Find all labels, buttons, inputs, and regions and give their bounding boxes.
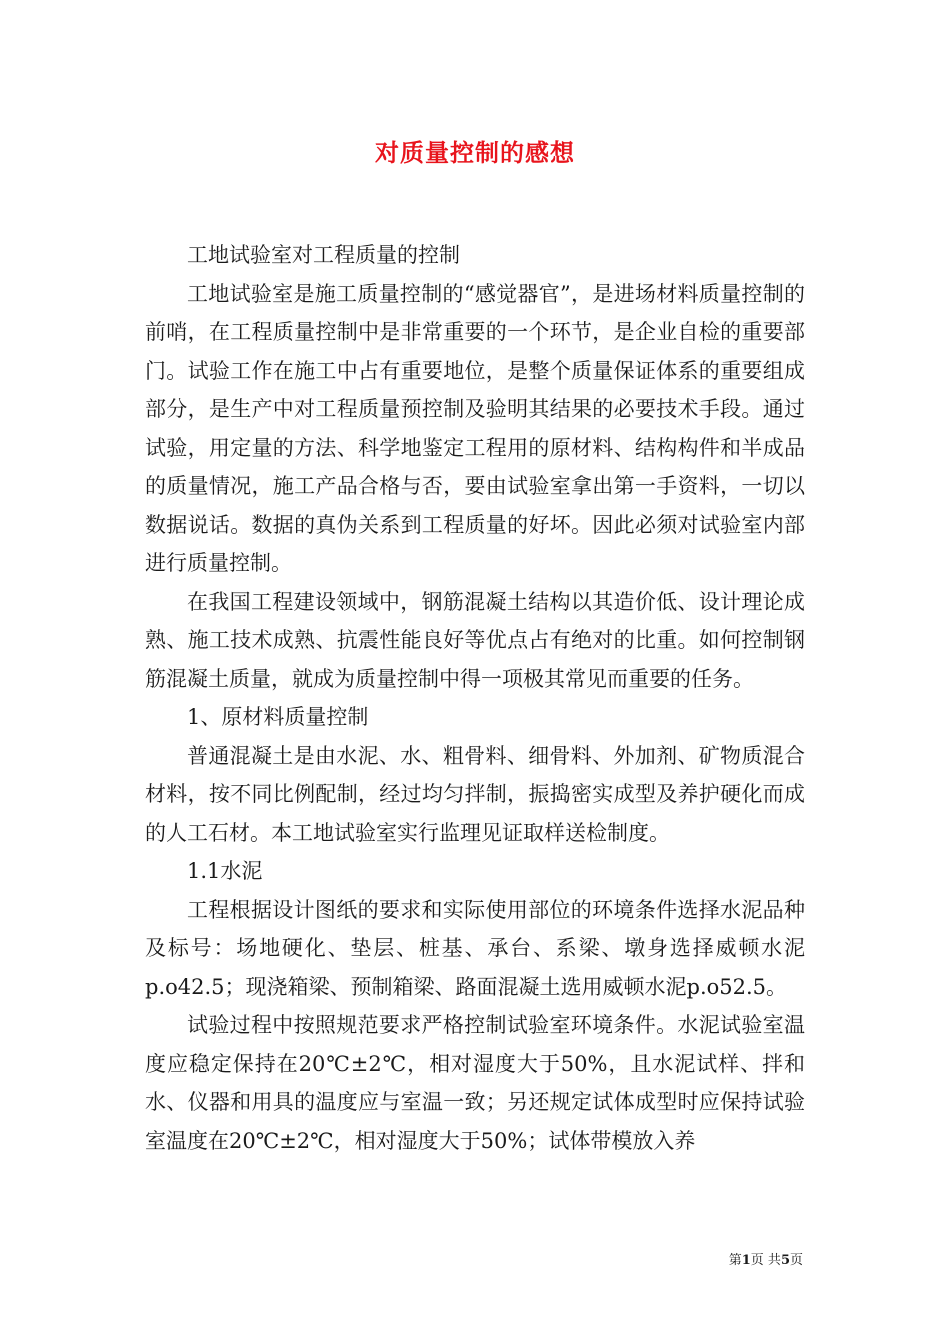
paragraph-lab-role: 工地试验室是施工质量控制的“感觉器官”，是进场材料质量控制的前哨，在工程质量控制中是非常重要的一个环节，是企业自检的重要部门。试验工作在施工中占有重要地位，是整个质量保证体系的重要组成部分，是生产中对工程质量预控制及验明其结果的必要技术手段。通过试验，用定量的方法、科学地鉴定工程用的原材料、结构构件和半成品的质量情况，施工产品合格与否，要由试验室拿出第一手资料，一切以数据说话。数据的真伪关系到工程质量的好坏。因此必须对试验室内部进行质量控制。 — [145, 281, 805, 575]
paragraph-cement-selection: 工程根据设计图纸的要求和实际使用部位的环境条件选择水泥品种及标号：场地硬化、垫层、桩基、承台、系梁、墩身选择威顿水泥p.o42.5；现浇箱梁、预制箱梁、路面混凝土选用威顿水泥p.o52.5。 — [145, 897, 805, 999]
document-title: 对质量控制的感想 — [375, 139, 575, 167]
footer-total-pages: 5 — [780, 1253, 790, 1268]
document-body — [145, 236, 805, 1160]
paragraph-heading-raw-materials: 1、原材料质量控制 — [187, 705, 369, 729]
paragraph-heading-lab-control: 工地试验室对工程质量的控制 — [187, 243, 460, 267]
paragraph-concrete-structures: 在我国工程建设领域中，钢筋混凝土结构以其造价低、设计理论成熟、施工技术成熟、抗震性能良好等优点占有绝对的比重。如何控制钢筋混凝土质量，就成为质量控制中得一项极其常见而重要的任务。 — [145, 589, 805, 691]
footer-current-page: 1 — [741, 1253, 751, 1268]
paragraph-concrete-composition: 普通混凝土是由水泥、水、粗骨料、细骨料、外加剂、矿物质混合材料，按不同比例配制，经过均匀拌制，振捣密实成型及养护硬化而成的人工石材。本工地试验室实行监理见证取样送检制度。 — [145, 743, 805, 845]
paragraph-lab-conditions: 试验过程中按照规范要求严格控制试验室环境条件。水泥试验室温度应稳定保持在20℃±2℃，相对湿度大于50%，且水泥试样、拌和水、仪器和用具的温度应与室温一致；另还规定试体成型时应保持试验室温度在20℃±2℃，相对湿度大于50%；试体带模放入养 — [145, 1013, 805, 1153]
footer-suffix: 页 — [789, 1253, 803, 1268]
page-number-footer — [729, 1249, 803, 1268]
footer-middle: 页 共 — [750, 1253, 781, 1268]
paragraph-heading-cement: 1.1水泥 — [187, 859, 263, 883]
footer-prefix: 第 — [728, 1253, 742, 1268]
